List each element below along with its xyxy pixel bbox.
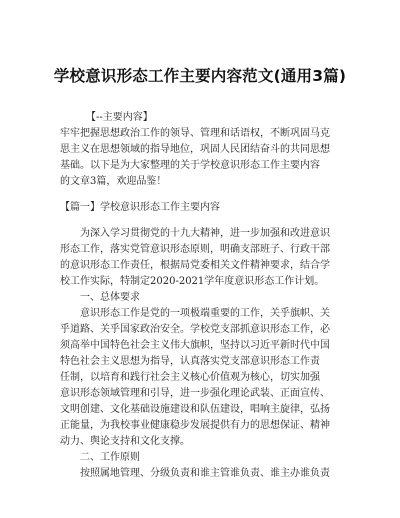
intro-line: 牢牢把握思想政治工作的领导、管理和话语权，不断巩固马克 — [60, 128, 330, 139]
paragraph-line: 按照属地管理、分级负责和谁主管谁负责、谁主办谁负责 — [80, 468, 330, 479]
paragraph-line: 特色社会主义思想为指导，认真落实党支部意识形态工作责 — [60, 356, 320, 367]
paragraph-line: 形态工作，落实党管意识形态原则，明确支部班子、行政干部 — [60, 244, 330, 255]
section-heading: 【篇一】学校意识形态工作主要内容 — [60, 202, 220, 213]
intro-line: 思主义在思想领域的指导地位，巩固人民团结奋斗的共同思想 — [60, 144, 330, 155]
subheading: 二、工作原则 — [80, 452, 140, 463]
paragraph-line: 任制，以培育和践行社会主义核心价值观为核心，切实加强 — [60, 372, 320, 383]
intro-heading: 【--主要内容】 — [86, 112, 153, 123]
subheading: 一、总体要求 — [80, 292, 140, 303]
paragraph-line: 意识形态领域管理和引导，进一步强化理论武装、正面宣传、 — [60, 388, 330, 399]
document-title: 学校意识形态工作主要内容范文(通用3篇) — [53, 67, 347, 85]
intro-line: 的文章3篇，欢迎品鉴！ — [60, 176, 167, 187]
paragraph-line: 意识形态工作是党的一项极端重要的工作，关乎旗帜、关 — [80, 308, 330, 319]
paragraph-line: 须高举中国特色社会主义伟大旗帜，坚持以习近平新时代中国 — [60, 340, 330, 351]
paragraph-line: 乎道路、关乎国家政治安全。学校党支部抓意识形态工作，必 — [60, 324, 330, 335]
paragraph-line: 的意识形态工作责任，根据局党委相关文件精神要求，结合学 — [60, 260, 330, 271]
spacer — [60, 190, 348, 200]
spacer — [60, 216, 348, 226]
intro-line: 基础。以下是为大家整理的关于学校意识形态工作主要内容 — [60, 160, 320, 171]
document-body — [60, 110, 348, 482]
paragraph-line: 正能量，为我校事业健康稳步发展提供有力的思想保证、精神 — [60, 420, 330, 431]
paragraph-line: 文明创建、文化基础设施建设和队伍建设，唱响主旋律，弘扬 — [60, 404, 330, 415]
paragraph-line: 为深入学习贯彻党的十九大精神，进一步加强和改进意识 — [80, 228, 330, 239]
paragraph-line: 动力、舆论支持和文化支撑。 — [60, 436, 190, 447]
paragraph-line: 校工作实际，特制定2020-2021学年度意识形态工作计划。 — [60, 276, 325, 287]
